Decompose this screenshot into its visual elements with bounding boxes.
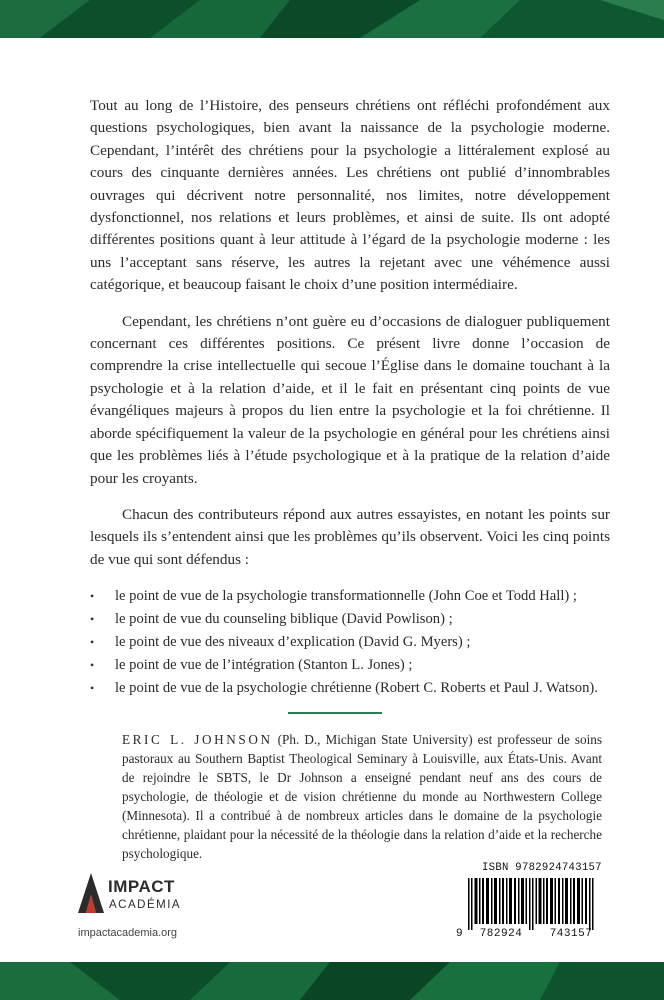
publisher-subname: ACADÉMIA: [109, 899, 182, 911]
back-cover-blurb: [90, 95, 610, 700]
isbn-label: ISBN 9782924743157: [482, 862, 602, 874]
blurb-paragraph-1: Tout au long de l’Histoire, des penseurs chrétiens ont réfléchi profondément aux questions psychologiques, bien avant la naissance de la psychologie moderne. Cependant, l’intérêt des chrétiens pour la psychologie a littéralement explosé au cours des cinquante dernières années. Les chrétiens ont publié d’innombrables ouvrages qui décrivent notre personnalité, nos limites, notre développement dysfonctionnel, nos relations et leurs problèmes, et ainsi de suite. Ils ont adopté différentes positions quant à leur attitude à l’égard de la psychologie moderne : les uns l’acceptant sans réserve, les autres la rejetant avec une véhémence aussi catégorique, et beaucoup faisant le choix d’une position intermédiaire.: [90, 97, 610, 294]
publisher-website: impactacademia.org: [78, 927, 178, 939]
barcode-digits: [456, 928, 606, 940]
top-decorative-band: [0, 0, 664, 38]
isbn-barcode: [456, 862, 606, 944]
barcode-digit-first: 9: [456, 928, 463, 940]
blurb-paragraph-3: Chacun des contributeurs répond aux autres essayistes, en notant les points sur lesquels ils s’entendent ainsi que les problèmes qu’ils observent. Voici les cinq points de vue qui sont défendus :: [90, 505, 610, 568]
list-item: • le point de vue du counseling biblique (David Powlison) ;: [90, 608, 610, 631]
section-divider: [288, 712, 382, 714]
list-item: • le point de vue de la psychologie transformationnelle (John Coe et Todd Hall) ;: [90, 585, 610, 608]
author-bio-text: (Ph. D., Michigan State University) est professeur de soins pastoraux au Southern Baptist Theological Seminary à Louisville, aux États-Unis. Avant de rejoindre le SBTS, le Dr Johnson a enseigné pendant neuf ans des cours de psychologie, de théologie et de vision chrétienne du monde au Northwestern College (Minnesota). Il a contribué à de nombreux articles dans le domaine de la psychologie chrétienne, plaidant pour la nécessité de la théologie dans la relation d’aide et la recherche psychologique.: [122, 732, 602, 861]
barcode-digits-left: 782924: [479, 928, 523, 940]
publisher-name: IMPACT: [108, 877, 175, 896]
top-band-pattern: [0, 0, 664, 38]
author-bio: [122, 730, 602, 863]
viewpoints-list: [90, 585, 610, 700]
blurb-paragraph-2: Cependant, les chrétiens n’ont guère eu d’occasions de dialoguer publiquement concernant ces différentes positions. Ce présent livre donne l’occasion de comprendre la crise intellectuelle qui secoue l’Église dans le domaine touchant à la psychologie et à la relation d’aide, et il le fait en présentant cinq points de vue évangéliques majeurs à propos du lien entre la psychologie et la foi chrétienne. Il aborde spécifiquement la valeur de la psychologie en général pour les chrétiens ainsi que les problèmes liés à l’étude psychologique et à la pratique de la relation d’aide pour les croyants.: [90, 312, 610, 487]
barcode-digits-right: 743157: [549, 928, 593, 940]
bottom-band-pattern: [0, 962, 664, 1000]
list-item: • le point de vue de l’intégration (Stanton L. Jones) ;: [90, 654, 610, 677]
publisher-logo-mark-icon: [78, 873, 104, 913]
bottom-decorative-band: [0, 962, 664, 1000]
publisher-logo: [78, 873, 218, 923]
list-item: • le point de vue des niveaux d’explication (David G. Myers) ;: [90, 631, 610, 654]
list-item: • le point de vue de la psychologie chrétienne (Robert C. Roberts et Paul J. Watson).: [90, 677, 610, 700]
barcode-icon: [456, 878, 606, 930]
author-name: ERIC L. JOHNSON: [122, 732, 273, 747]
